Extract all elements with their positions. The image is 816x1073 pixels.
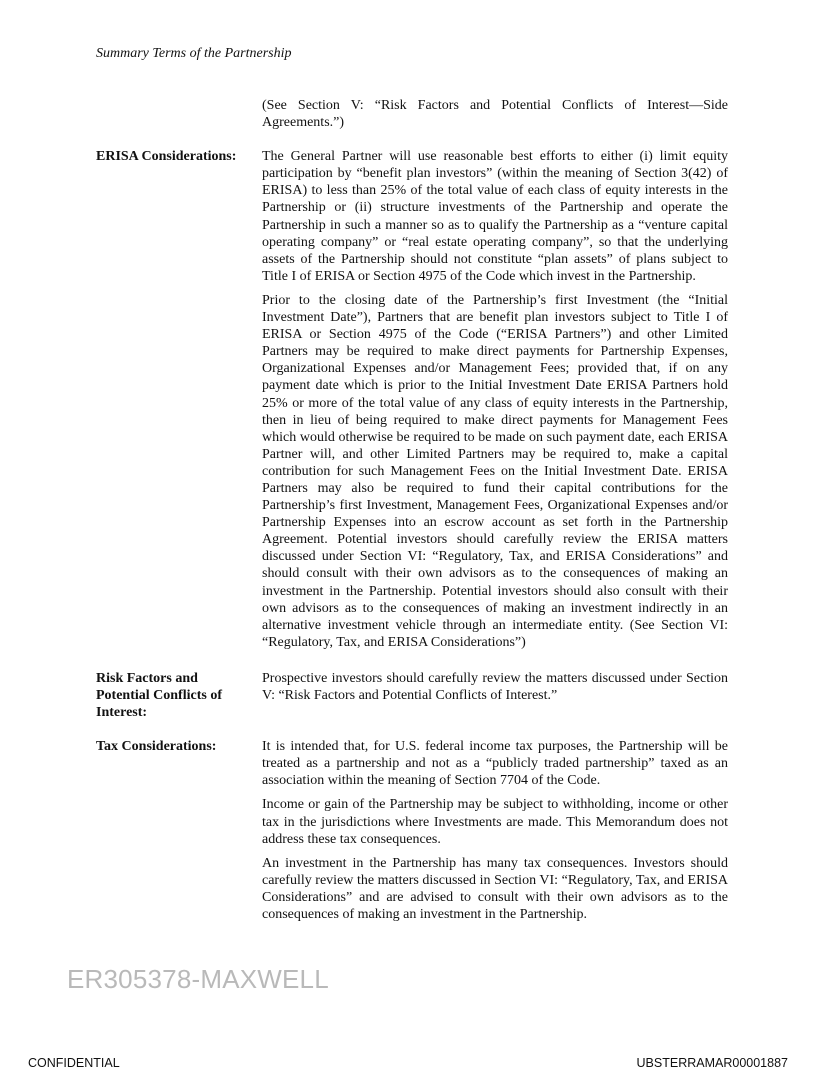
paragraph: (See Section V: “Risk Factors and Potential Conflicts of Interest—Side Agreements.”) (262, 98, 728, 131)
section-body (262, 670, 728, 721)
section-body (262, 97, 728, 131)
section-label-empty (96, 97, 262, 131)
side-agreements-continuation (96, 97, 728, 131)
risk-factors-section (96, 670, 728, 721)
confidential-label: CONFIDENTIAL (28, 1056, 120, 1070)
label-line: Interest: (96, 705, 148, 721)
erisa-considerations-section (96, 148, 728, 651)
summary-terms-content (96, 97, 728, 942)
paragraph: An investment in the Partnership has many tax consequences. Investors should carefully review the matters discussed in Section VI: “Regulatory, Tax, and ERISA Considerations” and are advised to consult with their own advisors as to the consequences of making an investment in the Partnership. (262, 855, 728, 923)
tax-considerations-section (96, 738, 728, 923)
section-body (262, 148, 728, 651)
label-line: Risk Factors and (96, 670, 198, 686)
paragraph: It is intended that, for U.S. federal income tax purposes, the Partnership will be treated as a partnership and not as a “publicly traded partnership” taxed as an association within the meaning of Section 7704 of the Code. (262, 739, 728, 789)
paragraph: Prospective investors should carefully review the matters discussed under Section V: “Risk Factors and Potential Conflicts of Interest.” (262, 670, 728, 703)
running-header: Summary Terms of the Partnership (96, 46, 292, 61)
label-line: Potential Conflicts of (96, 688, 222, 703)
section-label-risk-factors (96, 670, 262, 721)
paragraph: The General Partner will use reasonable best efforts to either (i) limit equity participation by “benefit plan investors” (within the meaning of Section 3(42) of ERISA) to less than 25% of the total value of each class of equity interests in the Partnership or (ii) structure investments of the Partnership and operate the Partnership in such a manner so as to qualify the Partnership as a “venture capital operating company” or “real estate operating company”, so that the underlying assets of the Partnership should not constitute “plan assets” of plans subject to Title I of ERISA or Section 4975 of the Code which invest in the Partnership. (262, 149, 728, 284)
paragraph: Income or gain of the Partnership may be subject to withholding, income or other tax in the jurisdictions where Investments are made. This Memorandum does not address these tax consequences. (262, 797, 728, 847)
section-body (262, 738, 728, 923)
section-label-tax: Tax Considerations: (96, 739, 217, 755)
section-label-erisa: ERISA Considerations: (96, 149, 237, 165)
bates-number: UBSTERRAMAR00001887 (636, 1056, 788, 1070)
exhibit-stamp: ER305378-MAXWELL (67, 964, 329, 994)
paragraph: Prior to the closing date of the Partnership’s first Investment (the “Initial Investment Date”), Partners that are benefit plan investors subject to Title I of ERISA or Section 4975 of the Code (“ERISA Partners”) and other Limited Partners may be required to make direct payments for Partnership Expenses, Organizational Expenses and/or Management Fees; provided that, if on any payment date which is prior to the Initial Investment Date ERISA Partners hold 25% or more of the total value of any class of equity interests in the Partnership, then in lieu of being required to make direct payments for Management Fees which would otherwise be required to be made on such payment date, each ERISA Partner will, and other Limited Partners may be required to, make a capital contribution for such Management Fees on the Initial Investment Date. ERISA Partners may also be required to fund their capital contributions for the Partnership’s first Investment, Management Fees, Organizational Expenses and/or Partnership Expenses into an escrow account as set forth in the Partnership Agreement. Potential investors should carefully review the ERISA matters discussed under Section VI: “Regulatory, Tax, and ERISA Considerations” and should consult with their own advisors as to the consequences of making an investment in the Partnership. Potential investors should also consult with their own advisors as to the consequences of making an investment indirectly in an alternative investment vehicle through an intermediate entity. (See Section VI: “Regulatory, Tax, and ERISA Considerations”) (262, 292, 728, 650)
